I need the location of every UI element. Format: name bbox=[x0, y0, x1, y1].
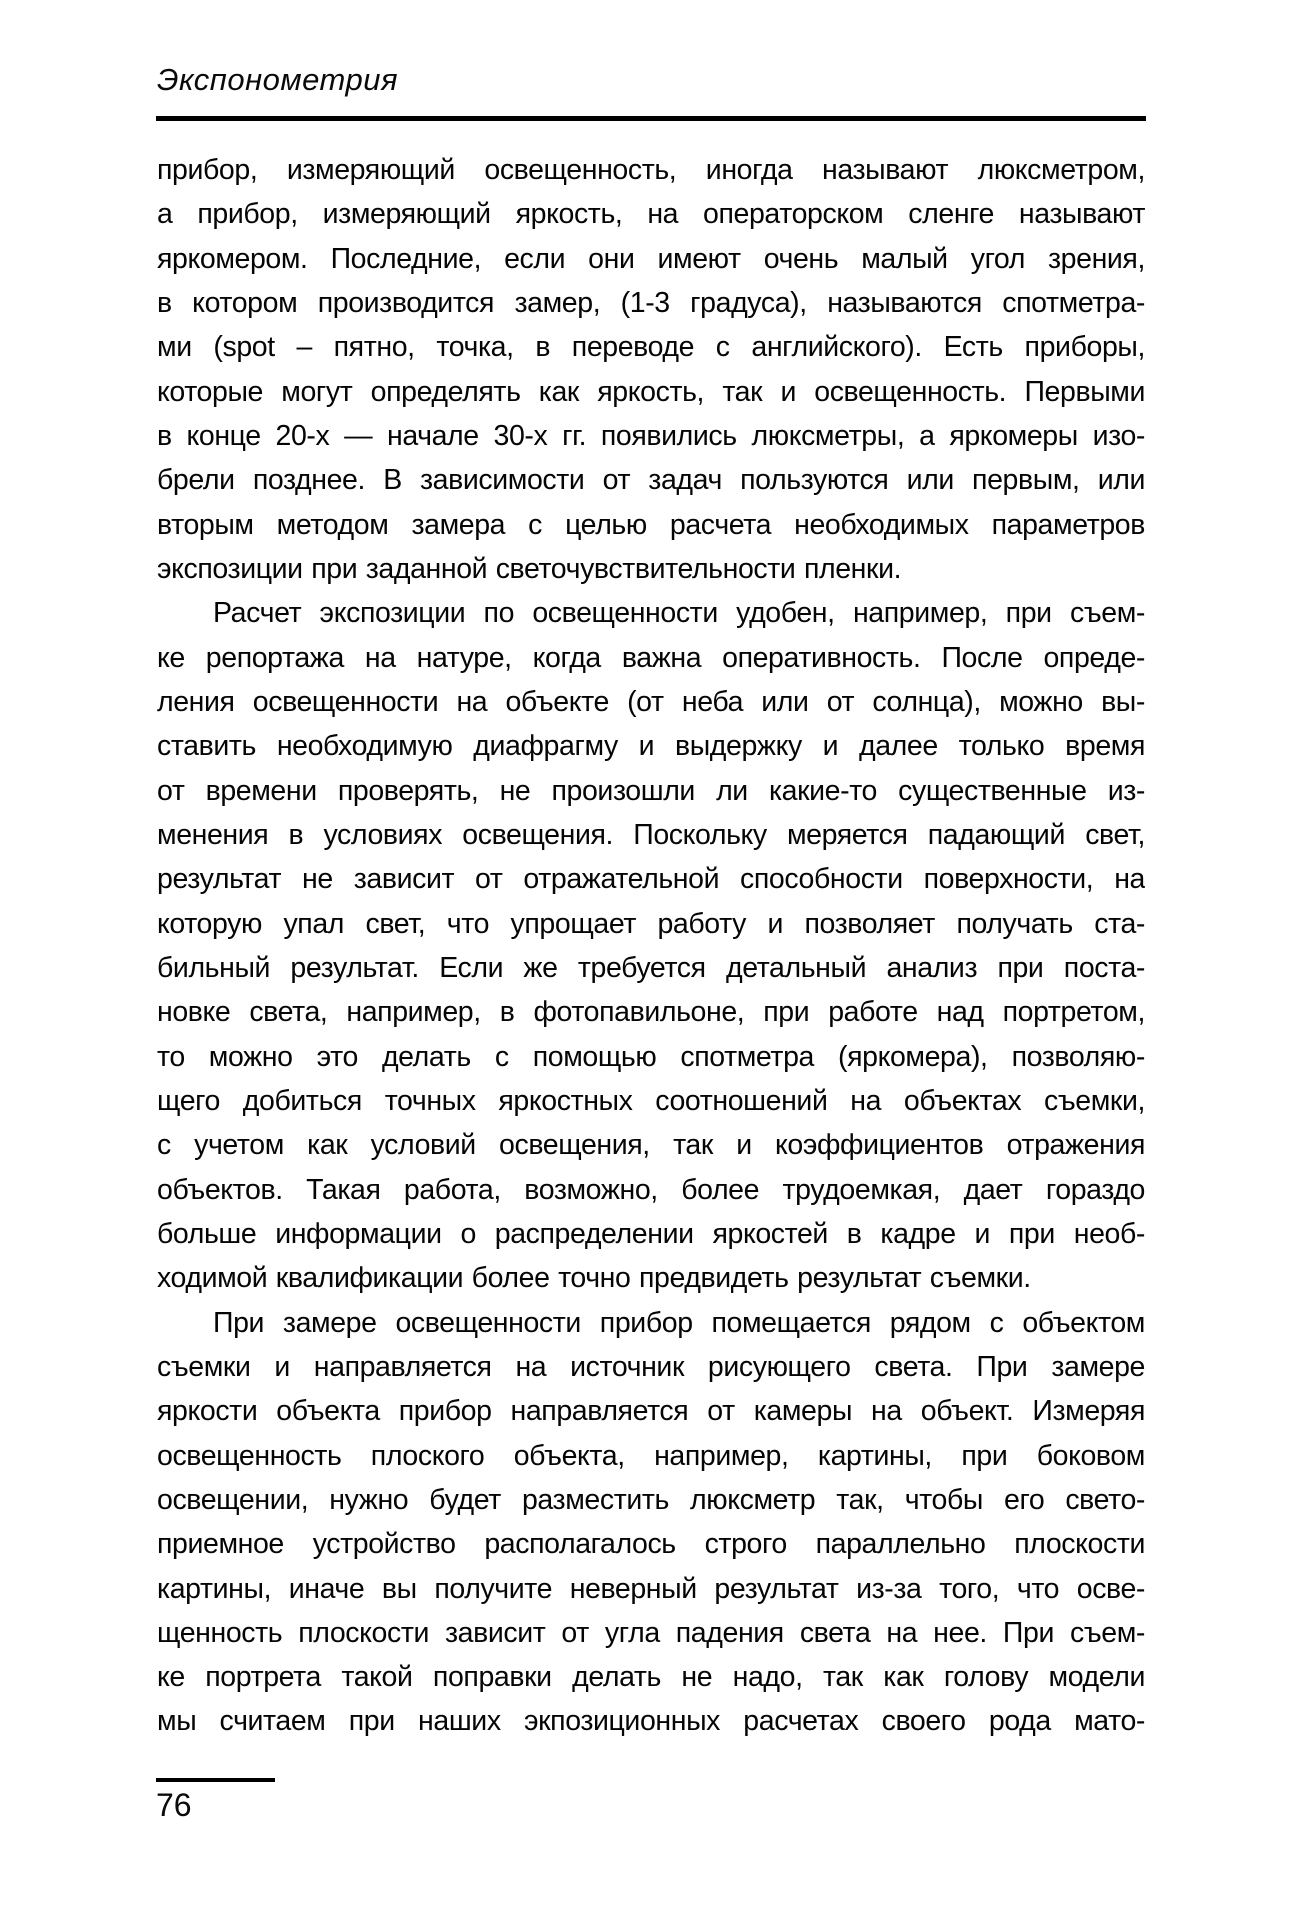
footer-rule-divider bbox=[156, 1778, 275, 1782]
text-line: ке репортажа на натуре, когда важна оперативность. После опреде- bbox=[157, 641, 1145, 674]
text-line: больше информации о распределении яркостей в кадре и при необ- bbox=[157, 1217, 1145, 1250]
text-line: прибор, измеряющий освещенность, иногда называют люксметром, bbox=[157, 154, 1145, 186]
text-line: яркомером. Последние, если они имеют очень малый угол зрения, bbox=[157, 242, 1145, 275]
text-line: в конце 20-х — начале 30-х гг. появились люксметры, а яркомеры изо- bbox=[157, 419, 1145, 452]
running-header-title: Экспонометрия bbox=[157, 62, 399, 97]
text-line: съемки и направляется на источник рисующего света. При замере bbox=[157, 1350, 1145, 1383]
text-line: то можно это делать с помощью спотметра (яркомера), позволяю- bbox=[157, 1040, 1145, 1073]
body-text bbox=[157, 148, 1145, 1744]
text-line: яркости объекта прибор направляется от камеры на объект. Измеряя bbox=[157, 1395, 1145, 1428]
text-line: ставить необходимую диафрагму и выдержку и далее только время bbox=[157, 730, 1145, 763]
text-line: с учетом как условий освещения, так и коэффициентов отражения bbox=[157, 1129, 1145, 1162]
text-line: приемное устройство располагалось строго параллельно плоскости bbox=[157, 1528, 1145, 1561]
text-line: бильный результат. Если же требуется детальный анализ при поста- bbox=[157, 951, 1145, 984]
text-line: менения в условиях освещения. Поскольку меряется падающий свет, bbox=[157, 818, 1145, 851]
text-line: щего добиться точных яркостных соотношений на объектах съемки, bbox=[157, 1084, 1145, 1117]
text-line: освещении, нужно будет разместить люксметр так, чтобы его свето- bbox=[157, 1483, 1145, 1516]
page-number: 76 bbox=[156, 1787, 192, 1823]
text-line: в котором производится замер, (1-3 градуса), называются спотметра- bbox=[157, 286, 1145, 319]
text-line: Расчет экспозиции по освещенности удобен, например, при съем- bbox=[213, 597, 1145, 630]
text-line: которые могут определять как яркость, так и освещенность. Первыми bbox=[157, 375, 1145, 408]
text-line: вторым методом замера с целью расчета необходимых параметров bbox=[157, 508, 1145, 541]
text-line: При замере освещенности прибор помещается рядом с объектом bbox=[213, 1306, 1145, 1339]
text-line: ходимой квалификации более точно предвидеть результат съемки. bbox=[157, 1262, 1031, 1295]
text-line: объектов. Такая работа, возможно, более трудоемкая, дает гораздо bbox=[157, 1173, 1145, 1206]
text-line: картины, иначе вы получите неверный результат из-за того, что осве- bbox=[157, 1572, 1145, 1605]
text-line: ления освещенности на объекте (от неба или от солнца), можно вы- bbox=[157, 685, 1145, 718]
text-line: результат не зависит от отражательной способности поверхности, на bbox=[157, 863, 1145, 896]
text-line: мы считаем при наших экпозиционных расчетах своего рода мато- bbox=[157, 1705, 1145, 1738]
text-line: которую упал свет, что упрощает работу и позволяет получать ста- bbox=[157, 907, 1145, 940]
text-line: ке портрета такой поправки делать не надо, так как голову модели bbox=[157, 1661, 1145, 1694]
text-line: брели позднее. В зависимости от задач пользуются или первым, или bbox=[157, 464, 1145, 497]
text-line: от времени проверять, не произошли ли какие-то существенные из- bbox=[157, 774, 1145, 807]
text-line: а прибор, измеряющий яркость, на операторском сленге называют bbox=[157, 198, 1145, 231]
text-line: ми (spot – пятно, точка, в переводе с английского). Есть приборы, bbox=[157, 331, 1145, 364]
text-line: экспозиции при заданной светочувствительности пленки. bbox=[157, 552, 902, 585]
header-rule-divider bbox=[156, 116, 1146, 121]
text-line: щенность плоскости зависит от угла падения света на нее. При съем- bbox=[157, 1616, 1145, 1649]
text-line: освещенность плоского объекта, например, картины, при боковом bbox=[157, 1439, 1145, 1472]
text-line: новке света, например, в фотопавильоне, при работе над портретом, bbox=[157, 996, 1145, 1029]
